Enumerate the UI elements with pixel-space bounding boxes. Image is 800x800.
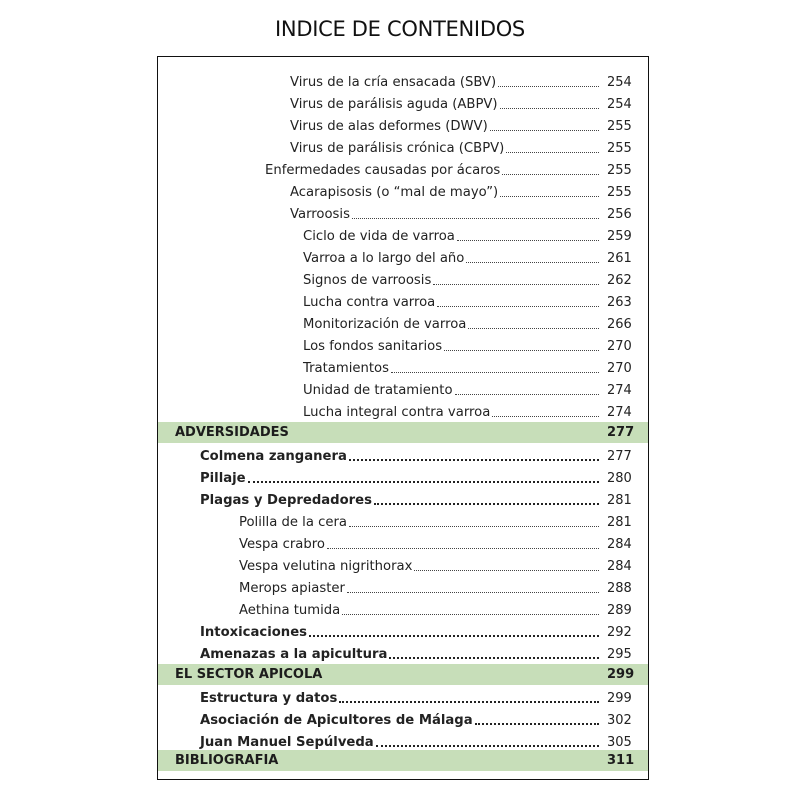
toc-entry[interactable] — [158, 69, 648, 91]
toc-entry[interactable] — [158, 91, 648, 113]
toc-entry-page: 284 — [607, 559, 632, 574]
dot-leader — [349, 526, 599, 527]
dot-leader — [349, 459, 599, 461]
toc-entry[interactable] — [158, 619, 648, 641]
toc-entry-page: 280 — [607, 471, 632, 486]
dot-leader — [498, 86, 599, 87]
toc-entry-page: 256 — [607, 207, 632, 222]
dot-leader — [466, 262, 599, 263]
toc-entry-label: Juan Manuel Sepúlveda — [200, 735, 374, 750]
toc-entry-page: 288 — [607, 581, 632, 596]
toc-entry-page: 270 — [607, 339, 632, 354]
toc-entry-page: 284 — [607, 537, 632, 552]
dot-leader — [492, 416, 599, 417]
toc-entry-page: 263 — [607, 295, 632, 310]
toc-entry-page: 305 — [607, 735, 632, 750]
toc-entry-page: 266 — [607, 317, 632, 332]
toc-entry[interactable] — [158, 729, 648, 751]
toc-entry[interactable] — [158, 509, 648, 531]
toc-entry-label: Tratamientos — [303, 361, 389, 376]
dot-leader — [389, 657, 599, 659]
toc-entry[interactable] — [158, 333, 648, 355]
section-header-sector-apicola[interactable] — [158, 664, 648, 685]
toc-entry-label: Enfermedades causadas por ácaros — [265, 163, 501, 178]
toc-entry[interactable] — [158, 179, 648, 201]
toc-entry[interactable] — [158, 707, 648, 729]
toc-entry-label: Vespa crabro — [239, 537, 325, 552]
toc-entry-label: Lucha integral contra varroa — [303, 405, 491, 420]
toc-entry[interactable] — [158, 553, 648, 575]
toc-entry-label: Ciclo de vida de varroa — [303, 229, 455, 244]
toc-entry[interactable] — [158, 399, 648, 421]
dot-leader — [437, 306, 599, 307]
toc-entry-page: 261 — [607, 251, 632, 266]
toc-entry[interactable] — [158, 289, 648, 311]
toc-entry-page: 295 — [607, 647, 632, 662]
toc-entry-label: Virus de parálisis crónica (CBPV) — [290, 141, 505, 156]
toc-entry-page: 292 — [607, 625, 632, 640]
toc-entry-label: Varroosis — [290, 207, 350, 222]
toc-entry[interactable] — [158, 267, 648, 289]
toc-entry-label: Acarapisosis (o “mal de mayo”) — [290, 185, 499, 200]
toc-entry[interactable] — [158, 157, 648, 179]
toc-entry-page: 254 — [607, 75, 632, 90]
toc-entry-page: 274 — [607, 405, 632, 420]
toc-entry-label: Los fondos sanitarios — [303, 339, 443, 354]
toc-entry-label: Merops apiaster — [239, 581, 345, 596]
dot-leader — [433, 284, 599, 285]
toc-entry-label: Virus de alas deformes (DWV) — [290, 119, 488, 134]
toc-entry[interactable] — [158, 443, 648, 465]
toc-entry[interactable] — [158, 113, 648, 135]
toc-entry-label: Colmena zanganera — [200, 449, 347, 464]
section-header-adversidades[interactable] — [158, 422, 648, 443]
toc-entry[interactable] — [158, 641, 648, 663]
dot-leader — [490, 130, 599, 131]
dot-leader — [391, 372, 599, 373]
toc-entry-page: 270 — [607, 361, 632, 376]
toc-entry[interactable] — [158, 487, 648, 509]
section-page: 277 — [607, 425, 635, 440]
dot-leader — [455, 394, 599, 395]
dot-leader — [414, 570, 599, 571]
toc-entry-label: Polilla de la cera — [239, 515, 347, 530]
dot-leader — [376, 745, 599, 747]
dot-leader — [444, 350, 599, 351]
toc-entry-label: Intoxicaciones — [200, 625, 307, 640]
toc-entry-label: Plagas y Depredadores — [200, 493, 372, 508]
toc-entry-label: Varroa a lo largo del año — [303, 251, 465, 266]
toc-entry[interactable] — [158, 531, 648, 553]
toc-entry-page: 299 — [607, 691, 632, 706]
toc-entry-label: Estructura y datos — [200, 691, 338, 706]
toc-entry[interactable] — [158, 135, 648, 157]
toc-entry-page: 281 — [607, 493, 632, 508]
dot-leader — [500, 196, 599, 197]
toc-entry[interactable] — [158, 575, 648, 597]
toc-entry[interactable] — [158, 465, 648, 487]
toc-entry-label: Lucha contra varroa — [303, 295, 436, 310]
toc-entry-page: 281 — [607, 515, 632, 530]
toc-entry[interactable] — [158, 597, 648, 619]
toc-entry[interactable] — [158, 355, 648, 377]
toc-entry-page: 255 — [607, 163, 632, 178]
section-title: ADVERSIDADES — [175, 425, 289, 440]
toc-entry-page: 255 — [607, 141, 632, 156]
dot-leader — [352, 218, 599, 219]
toc-entry-page: 289 — [607, 603, 632, 618]
toc-entry[interactable] — [158, 685, 648, 707]
toc-entry-label: Unidad de tratamiento — [303, 383, 453, 398]
toc-entry-page: 259 — [607, 229, 632, 244]
toc-entry[interactable] — [158, 201, 648, 223]
toc-entry-page: 277 — [607, 449, 632, 464]
toc-entry-page: 274 — [607, 383, 632, 398]
toc-entry-label: Pillaje — [200, 471, 246, 486]
toc-entry-label: Aethina tumida — [239, 603, 341, 618]
dot-leader — [475, 723, 599, 725]
toc-entry-label: Vespa velutina nigrithorax — [239, 559, 413, 574]
toc-entry[interactable] — [158, 311, 648, 333]
toc-entry-page: 262 — [607, 273, 632, 288]
section-title: BIBLIOGRAFIA — [175, 753, 279, 768]
dot-leader — [506, 152, 599, 153]
toc-entry-page: 255 — [607, 119, 632, 134]
toc-frame — [157, 56, 649, 780]
toc-entry[interactable] — [158, 245, 648, 267]
toc-entry-label: Signos de varroosis — [303, 273, 432, 288]
toc-entry[interactable] — [158, 377, 648, 399]
section-page: 311 — [607, 753, 635, 768]
dot-leader — [327, 548, 599, 549]
section-header-bibliografia[interactable] — [158, 750, 648, 771]
toc-entry-label: Asociación de Apicultores de Málaga — [200, 713, 473, 728]
toc-entry[interactable] — [158, 223, 648, 245]
toc-entry-label: Amenazas a la apicultura — [200, 647, 388, 662]
dot-leader — [374, 503, 599, 505]
dot-leader — [347, 592, 599, 593]
page-title: INDICE DE CONTENIDOS — [275, 17, 525, 41]
dot-leader — [468, 328, 599, 329]
dot-leader — [248, 481, 599, 483]
dot-leader — [342, 614, 599, 615]
dot-leader — [309, 635, 599, 637]
dot-leader — [502, 174, 599, 175]
dot-leader — [500, 108, 599, 109]
section-title: EL SECTOR APICOLA — [175, 667, 323, 682]
section-page: 299 — [607, 667, 635, 682]
toc-entry-label: Monitorización de varroa — [303, 317, 467, 332]
toc-entry-label: Virus de parálisis aguda (ABPV) — [290, 97, 498, 112]
dot-leader — [339, 701, 599, 703]
toc-entry-page: 302 — [607, 713, 632, 728]
dot-leader — [457, 240, 599, 241]
toc-entry-label: Virus de la cría ensacada (SBV) — [290, 75, 497, 90]
toc-entry-page: 254 — [607, 97, 632, 112]
toc-entry-page: 255 — [607, 185, 632, 200]
